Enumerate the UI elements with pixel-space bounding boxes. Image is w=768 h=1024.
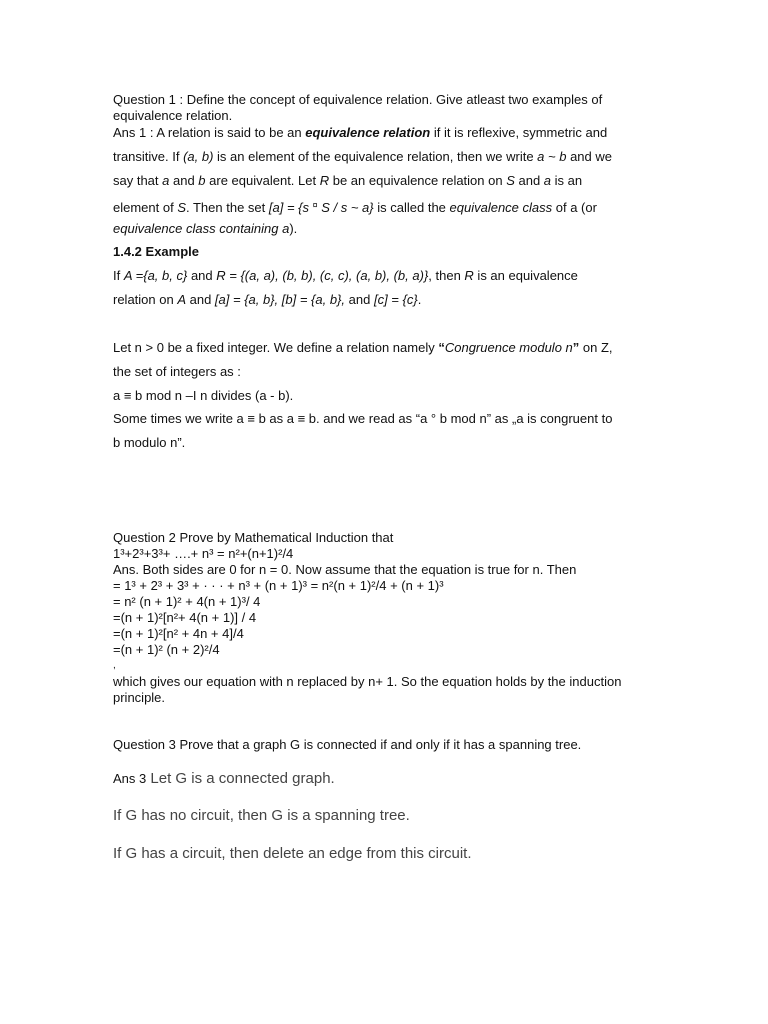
- text: Let n > 0 be a fixed integer. We define a relation namely: [113, 340, 439, 355]
- math-var: R: [319, 173, 330, 188]
- q2-comma: ,: [113, 660, 116, 671]
- example-line1: [113, 268, 578, 284]
- text: of a (or: [552, 200, 597, 215]
- math-set: A ={a, b, c}: [123, 268, 188, 283]
- term-equivalence-class: equivalence class: [449, 200, 553, 215]
- text: If: [113, 268, 124, 283]
- text: is called the: [373, 200, 450, 215]
- text: and: [186, 292, 215, 307]
- q2-step2: = n² (n + 1)² + 4(n + 1)³/ 4: [113, 594, 261, 609]
- text: and: [345, 292, 374, 307]
- quote-mark: ”: [572, 340, 580, 355]
- q2-conclusion-line2: principle.: [113, 690, 166, 705]
- math-var: b: [198, 173, 206, 188]
- term-equivalence-class-containing: equivalence class containing a: [113, 221, 290, 236]
- q1-answer-line1: [113, 125, 607, 141]
- text: transitive. If: [113, 149, 184, 164]
- example-line2: [113, 292, 421, 308]
- congruence-line2: the set of integers as :: [113, 364, 241, 379]
- q2-step1: = 1³ + 2³ + 3³ + · · · + n³ + (n + 1)³ = n²(n + 1)²/4 + (n + 1)³: [113, 578, 444, 593]
- q2-question: Question 2 Prove by Mathematical Induction that: [113, 530, 394, 545]
- math-set: [c] = {c}: [373, 292, 418, 307]
- q1-question-line2: equivalence relation.: [113, 108, 233, 123]
- q3-question: Question 3 Prove that a graph G is connected if and only if it has a spanning tree.: [113, 737, 582, 752]
- text: and: [514, 173, 544, 188]
- q3-answer-line3: If G has a circuit, then delete an edge from this circuit.: [113, 845, 472, 862]
- math-pair: (a, b): [183, 149, 214, 164]
- q2-step5: =(n + 1)² (n + 2)²/4: [113, 642, 220, 657]
- q1-answer-line4: [113, 197, 597, 216]
- text: .: [417, 292, 422, 307]
- membership-symbol: ¤: [312, 200, 318, 210]
- q2-answer: Ans. Both sides are 0 for n = 0. Now assume that the equation is true for n. Then: [113, 562, 577, 577]
- q1-answer-line5: [113, 221, 297, 237]
- text: is an equivalence: [473, 268, 578, 283]
- congruence-line1: [113, 340, 613, 356]
- text: , then: [428, 268, 465, 283]
- text: Let G is a connected graph.: [146, 770, 335, 787]
- text: is an: [551, 173, 583, 188]
- math-var: a: [162, 173, 170, 188]
- text: and: [187, 268, 217, 283]
- text: . Then the set: [186, 200, 269, 215]
- math-set: [a] = {a, b}, [b] = {a, b},: [214, 292, 346, 307]
- quote-mark: “: [438, 340, 445, 355]
- q2-step4: =(n + 1)²[n² + 4n + 4]/4: [113, 626, 244, 641]
- text: are equivalent. Let: [205, 173, 320, 188]
- text: relation on: [113, 292, 178, 307]
- text: be an equivalence relation on: [329, 173, 507, 188]
- q1-answer-text: if it is reflexive, symmetric and: [430, 125, 608, 140]
- text: and: [169, 173, 199, 188]
- text: ).: [289, 221, 298, 236]
- text: element of: [113, 200, 178, 215]
- q2-formula: 1³+2³+3³+ ….+ n³ = n²+(n+1)²/4: [113, 546, 294, 561]
- q3-answer-line1: [113, 771, 335, 787]
- q2-conclusion-line1: which gives our equation with n replaced by n+ 1. So the equation holds by the induction: [113, 674, 622, 689]
- q2-step3: =(n + 1)²[n²+ 4(n + 1)] / 4: [113, 610, 257, 625]
- text: say that: [113, 173, 163, 188]
- term-equivalence-relation: equivalence relation: [305, 125, 431, 140]
- math-var: R: [464, 268, 474, 283]
- example-heading: 1.4.2 Example: [113, 244, 199, 259]
- congruence-line4: Some times we write a ≡ b as a ≡ b. and we read as “a ° b mod n” as „a is congruent to: [113, 411, 613, 426]
- q1-question-line1: Question 1 : Define the concept of equivalence relation. Give atleast two examples of: [113, 92, 603, 107]
- q1-answer-label: Ans 1 : A relation is said to be an: [113, 125, 306, 140]
- congruence-line3: a ≡ b mod n –I n divides (a - b).: [113, 388, 294, 403]
- q1-answer-line2: [113, 149, 612, 165]
- math-relation: a ~ b: [537, 149, 567, 164]
- math-var: S: [506, 173, 515, 188]
- math-var: A: [177, 292, 186, 307]
- math-set: [a] = {s: [268, 200, 313, 215]
- text: is an element of the equivalence relation, then we write: [213, 149, 538, 164]
- text: on Z,: [579, 340, 613, 355]
- term-congruence-modulo: Congruence modulo n: [444, 340, 573, 355]
- q3-answer-label: Ans 3: [113, 771, 147, 786]
- text: and we: [566, 149, 612, 164]
- math-var: S: [177, 200, 186, 215]
- math-set: S / s ~ a}: [317, 200, 374, 215]
- math-var: a: [543, 173, 552, 188]
- q1-answer-line3: [113, 173, 582, 189]
- math-set: R = {(a, a), (b, b), (c, c), (a, b), (b, a)}: [216, 268, 429, 283]
- congruence-line5: b modulo n”.: [113, 435, 186, 450]
- q3-answer-line2: If G has no circuit, then G is a spanning tree.: [113, 807, 410, 824]
